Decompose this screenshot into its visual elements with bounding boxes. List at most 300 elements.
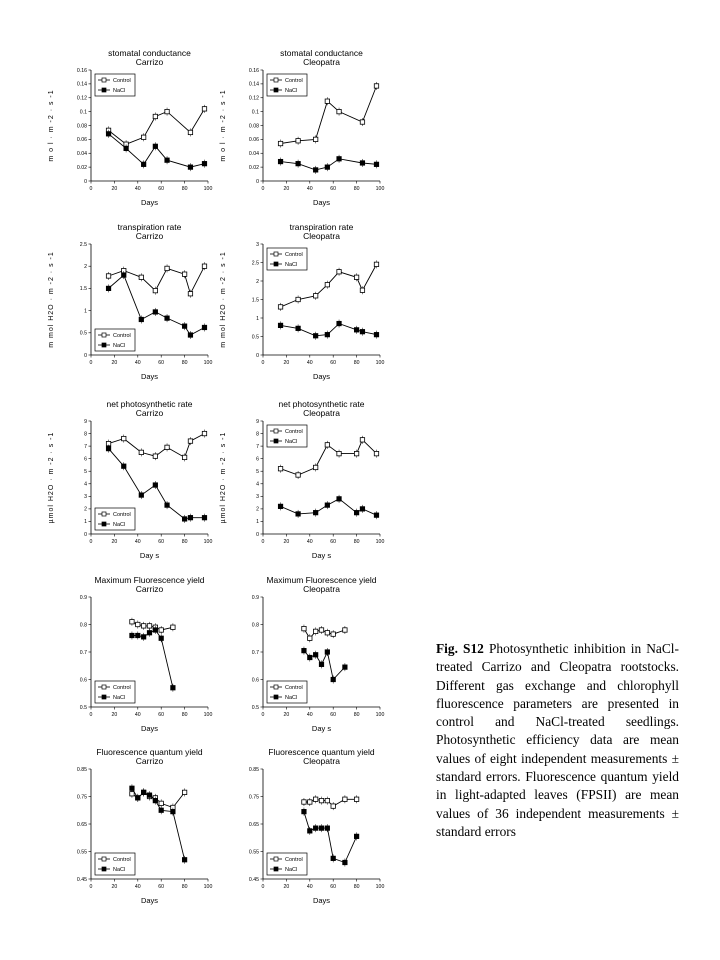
y-tick-label: 2.5: [251, 260, 259, 267]
y-tick-label: 0: [84, 531, 87, 538]
data-point-control: [182, 272, 186, 276]
legend-label: Control: [285, 252, 303, 258]
y-tick-label: 0: [84, 178, 87, 185]
figure-caption: [436, 640, 679, 841]
y-tick-label: 0.9: [79, 594, 87, 601]
data-point-nacl: [130, 786, 134, 790]
legend-swatch-marker: [102, 522, 106, 526]
legend-label: NaCl: [285, 867, 298, 873]
y-tick-label: 5: [84, 469, 87, 476]
data-point-nacl: [374, 162, 378, 166]
y-tick-label: 2: [256, 506, 259, 513]
y-tick-label: 0.5: [251, 704, 259, 711]
y-tick-label: 0.6: [251, 677, 259, 684]
data-point-nacl: [182, 858, 186, 862]
legend-swatch-marker: [102, 78, 106, 82]
data-point-nacl: [360, 507, 364, 511]
data-point-nacl: [331, 677, 335, 681]
x-tick-label: 60: [158, 539, 165, 545]
chart-3: [48, 222, 212, 381]
data-point-control: [354, 275, 358, 279]
chart-subtitle: Carrizo: [135, 231, 164, 241]
chart-subtitle: Carrizo: [135, 408, 164, 418]
series-line-nacl: [109, 275, 205, 335]
y-tick-label: 0.04: [76, 151, 87, 158]
data-point-nacl: [374, 332, 378, 336]
x-tick-label: 100: [375, 539, 385, 545]
legend-swatch-marker: [274, 78, 278, 82]
data-point-nacl: [374, 513, 378, 517]
y-tick-label: 5: [256, 469, 259, 476]
y-tick-label: 0.75: [248, 794, 259, 801]
data-point-nacl: [139, 317, 143, 321]
chart-title: transpiration rate: [289, 222, 354, 232]
data-point-control: [165, 109, 169, 113]
y-tick-label: 7: [256, 443, 259, 450]
data-point-control: [374, 84, 378, 88]
x-tick-label: 40: [134, 884, 141, 890]
legend-label: Control: [113, 857, 131, 863]
legend-swatch-marker: [274, 252, 278, 256]
data-point-control: [360, 120, 364, 124]
y-tick-label: 0.12: [248, 95, 259, 102]
chart-subtitle: Cleopatra: [303, 408, 340, 418]
data-point-nacl: [153, 144, 157, 148]
x-tick-label: 20: [111, 884, 118, 890]
data-point-nacl: [278, 504, 282, 508]
x-tick-label: 80: [353, 360, 360, 366]
data-point-control: [296, 297, 300, 301]
y-tick-label: 0: [256, 531, 259, 538]
x-tick-label: 100: [203, 360, 213, 366]
data-point-nacl: [122, 464, 126, 468]
y-tick-label: 0.45: [248, 876, 259, 883]
data-point-nacl: [331, 856, 335, 860]
data-point-nacl: [202, 325, 206, 329]
chart-title: Fluorescence quantum yield: [268, 747, 375, 757]
y-tick-label: 1: [256, 315, 259, 322]
data-point-nacl: [325, 332, 329, 336]
data-point-nacl: [188, 515, 192, 519]
chart-9: [77, 747, 213, 905]
x-tick-label: 40: [134, 712, 141, 718]
x-tick-label: 0: [89, 712, 93, 718]
chart-subtitle: Cleopatra: [303, 756, 340, 766]
y-axis-label: m o l · m -2 · s -1: [48, 89, 55, 162]
legend-swatch-marker: [274, 695, 278, 699]
data-point-nacl: [354, 328, 358, 332]
x-tick-label: 60: [158, 360, 165, 366]
legend-swatch-marker: [274, 857, 278, 861]
y-tick-label: 2: [84, 506, 87, 513]
data-point-control: [165, 266, 169, 270]
data-point-nacl: [302, 809, 306, 813]
data-point-nacl: [302, 648, 306, 652]
data-point-control: [325, 443, 329, 447]
y-tick-label: 0.08: [76, 123, 87, 130]
legend-swatch-marker: [274, 685, 278, 689]
legend-swatch-marker: [102, 333, 106, 337]
data-point-nacl: [354, 834, 358, 838]
y-tick-label: 0.8: [251, 622, 259, 629]
x-tick-label: 20: [111, 360, 118, 366]
data-point-control: [296, 473, 300, 477]
y-tick-label: 4: [256, 481, 259, 488]
chart-title: net photosynthetic rate: [278, 399, 365, 409]
x-tick-label: 40: [306, 712, 313, 718]
data-point-control: [337, 451, 341, 455]
y-tick-label: 0.6: [79, 677, 87, 684]
data-point-control: [302, 800, 306, 804]
legend-label: Control: [113, 333, 131, 339]
y-tick-label: 0: [256, 178, 259, 185]
y-tick-label: 0.1: [79, 109, 87, 116]
x-tick-label: 80: [181, 360, 188, 366]
data-point-nacl: [319, 826, 323, 830]
x-tick-label: 20: [111, 712, 118, 718]
data-point-nacl: [278, 159, 282, 163]
x-tick-label: 20: [283, 712, 290, 718]
x-tick-label: 0: [261, 186, 265, 192]
data-point-control: [159, 801, 163, 805]
x-tick-label: 100: [375, 186, 385, 192]
data-point-nacl: [313, 653, 317, 657]
x-axis-label: Days: [140, 198, 159, 207]
data-point-control: [141, 135, 145, 139]
data-point-control: [153, 288, 157, 292]
legend-swatch-marker: [102, 857, 106, 861]
legend-swatch-marker: [102, 88, 106, 92]
data-point-control: [122, 436, 126, 440]
x-tick-label: 0: [89, 884, 93, 890]
data-point-nacl: [360, 329, 364, 333]
chart-title: Maximum Fluorescence yield: [266, 575, 377, 585]
chart-subtitle: Carrizo: [135, 57, 164, 67]
legend-label: NaCl: [113, 522, 126, 528]
data-point-control: [319, 628, 323, 632]
y-tick-label: 0.65: [76, 821, 87, 828]
y-tick-label: 3: [84, 494, 87, 501]
y-tick-label: 0.55: [248, 849, 259, 856]
y-tick-label: 0.5: [79, 704, 87, 711]
data-point-nacl: [343, 860, 347, 864]
y-tick-label: 2.5: [79, 241, 87, 248]
data-point-control: [141, 624, 145, 628]
data-point-control: [202, 107, 206, 111]
y-tick-label: 1.5: [79, 286, 87, 293]
x-tick-label: 80: [353, 884, 360, 890]
x-tick-label: 80: [181, 884, 188, 890]
legend-label: NaCl: [285, 262, 298, 268]
data-point-control: [130, 620, 134, 624]
x-tick-label: 100: [203, 712, 213, 718]
legend-swatch-marker: [102, 867, 106, 871]
chart-2: [220, 48, 384, 207]
data-point-nacl: [325, 165, 329, 169]
chart-title: Fluorescence quantum yield: [96, 747, 203, 757]
x-axis-label: Days: [312, 372, 331, 381]
legend-label: Control: [285, 857, 303, 863]
data-point-nacl: [122, 273, 126, 277]
y-tick-label: 0.02: [248, 164, 259, 171]
legend-label: NaCl: [113, 867, 126, 873]
data-point-control: [139, 450, 143, 454]
legend-swatch-marker: [274, 867, 278, 871]
data-point-nacl: [141, 162, 145, 166]
data-point-nacl: [188, 165, 192, 169]
y-tick-label: 0.55: [76, 849, 87, 856]
x-tick-label: 20: [283, 360, 290, 366]
chart-subtitle: Carrizo: [135, 756, 164, 766]
y-tick-label: 1: [84, 308, 87, 315]
data-point-nacl: [136, 633, 140, 637]
y-tick-label: 1: [256, 519, 259, 526]
y-tick-label: 7: [84, 443, 87, 450]
data-point-nacl: [313, 334, 317, 338]
data-point-control: [188, 292, 192, 296]
data-point-control: [147, 624, 151, 628]
data-point-nacl: [296, 161, 300, 165]
data-point-control: [343, 628, 347, 632]
x-tick-label: 0: [89, 186, 93, 192]
x-tick-label: 60: [330, 539, 337, 545]
x-tick-label: 60: [330, 360, 337, 366]
legend-swatch-marker: [274, 262, 278, 266]
chart-4: [220, 222, 384, 381]
legend-label: NaCl: [285, 439, 298, 445]
data-point-nacl: [165, 158, 169, 162]
x-tick-label: 60: [158, 884, 165, 890]
x-tick-label: 20: [111, 186, 118, 192]
data-point-control: [313, 294, 317, 298]
x-tick-label: 40: [306, 539, 313, 545]
y-axis-label: µmol H2O · m -2 · s -1: [220, 431, 227, 524]
x-tick-label: 20: [283, 186, 290, 192]
x-axis-label: Day s: [139, 551, 160, 560]
data-point-control: [337, 109, 341, 113]
y-tick-label: 3: [256, 494, 259, 501]
data-point-nacl: [130, 633, 134, 637]
x-tick-label: 80: [181, 539, 188, 545]
y-tick-label: 0.06: [76, 137, 87, 144]
caption-text: Photosynthetic inhibition in NaCl-treated Carrizo and Cleopatra rootstocks. Different gas exchange and chlorophyll fluorescence parameters are presented in control and NaCl-treated seedlings. Photosynthetic efficiency data are mean values of eight independent measurements ± standard errors. Fluorescence quantum yield in light-adapted leaves (FPSII) are mean values of 36 independent measurements ± standard errors: [436, 641, 679, 839]
data-point-nacl: [106, 132, 110, 136]
y-axis-label: m mol H2O · m -2 · s -1: [220, 251, 227, 348]
x-axis-label: Days: [312, 198, 331, 207]
series-line-nacl: [109, 134, 205, 167]
x-tick-label: 40: [134, 360, 141, 366]
y-tick-label: 0.75: [76, 794, 87, 801]
y-axis-label: µmol H2O · m -2 · s -1: [48, 431, 55, 524]
x-tick-label: 0: [261, 884, 265, 890]
chart-subtitle: Cleopatra: [303, 584, 340, 594]
x-tick-label: 40: [134, 186, 141, 192]
x-axis-label: Days: [312, 896, 331, 905]
data-point-control: [313, 465, 317, 469]
y-tick-label: 1.5: [251, 297, 259, 304]
chart-title: net photosynthetic rate: [106, 399, 193, 409]
y-tick-label: 0.45: [76, 876, 87, 883]
legend-swatch-marker: [274, 439, 278, 443]
data-point-nacl: [354, 510, 358, 514]
data-point-control: [153, 114, 157, 118]
data-point-control: [319, 798, 323, 802]
y-tick-label: 2: [84, 264, 87, 270]
data-point-nacl: [159, 636, 163, 640]
data-point-nacl: [308, 829, 312, 833]
chart-6: [220, 399, 384, 560]
series-line-nacl: [304, 812, 357, 863]
x-tick-label: 60: [158, 186, 165, 192]
y-tick-label: 0.08: [248, 123, 259, 130]
y-tick-label: 8: [84, 431, 87, 438]
data-point-nacl: [296, 512, 300, 516]
chart-subtitle: Cleopatra: [303, 231, 340, 241]
y-tick-label: 2: [256, 278, 259, 285]
x-tick-label: 60: [158, 712, 165, 718]
legend-label: NaCl: [113, 343, 126, 349]
x-axis-label: Day s: [311, 551, 332, 560]
data-point-control: [337, 270, 341, 274]
y-tick-label: 0.04: [248, 151, 259, 158]
legend-label: Control: [285, 685, 303, 691]
chart-title: transpiration rate: [117, 222, 182, 232]
y-tick-label: 0.7: [79, 649, 87, 656]
data-point-control: [308, 636, 312, 640]
y-tick-label: 0.9: [251, 594, 259, 601]
data-point-nacl: [360, 161, 364, 165]
data-point-nacl: [182, 324, 186, 328]
data-point-control: [325, 283, 329, 287]
data-point-nacl: [188, 333, 192, 337]
y-tick-label: 0: [84, 352, 87, 359]
x-tick-label: 40: [306, 360, 313, 366]
data-point-nacl: [139, 493, 143, 497]
y-tick-label: 0.16: [248, 67, 259, 74]
y-tick-label: 9: [256, 418, 259, 425]
data-point-nacl: [337, 157, 341, 161]
x-tick-label: 80: [353, 186, 360, 192]
x-tick-label: 40: [306, 884, 313, 890]
x-tick-label: 0: [261, 539, 265, 545]
x-tick-label: 0: [261, 360, 265, 366]
data-point-nacl: [278, 323, 282, 327]
y-tick-label: 0.65: [248, 821, 259, 828]
chart-subtitle: Cleopatra: [303, 57, 340, 67]
chart-title: Maximum Fluorescence yield: [94, 575, 205, 585]
data-point-control: [374, 451, 378, 455]
x-tick-label: 60: [330, 884, 337, 890]
y-tick-label: 4: [84, 481, 87, 488]
y-tick-label: 0.14: [76, 81, 87, 88]
x-axis-label: Days: [140, 896, 159, 905]
x-tick-label: 100: [375, 884, 385, 890]
data-point-control: [354, 451, 358, 455]
data-point-control: [331, 804, 335, 808]
data-point-control: [202, 264, 206, 268]
y-tick-label: 6: [84, 456, 87, 463]
data-point-nacl: [308, 655, 312, 659]
data-point-control: [302, 626, 306, 630]
data-point-control: [165, 445, 169, 449]
data-point-nacl: [319, 662, 323, 666]
caption-label: Fig. S12: [436, 641, 484, 656]
data-point-nacl: [171, 809, 175, 813]
y-tick-label: 1: [84, 519, 87, 526]
data-point-nacl: [337, 497, 341, 501]
chart-5: [48, 399, 212, 560]
legend-label: Control: [113, 512, 131, 518]
x-tick-label: 0: [261, 712, 265, 718]
x-tick-label: 40: [306, 186, 313, 192]
x-tick-label: 100: [203, 186, 213, 192]
data-point-nacl: [343, 665, 347, 669]
chart-1: [48, 48, 212, 207]
legend-label: Control: [285, 429, 303, 435]
data-point-control: [202, 431, 206, 435]
data-point-nacl: [153, 628, 157, 632]
data-point-nacl: [106, 286, 110, 290]
x-tick-label: 80: [181, 712, 188, 718]
data-point-nacl: [313, 826, 317, 830]
x-tick-label: 60: [330, 186, 337, 192]
chart-subtitle: Carrizo: [135, 584, 164, 594]
chart-8: [252, 575, 385, 733]
data-point-control: [136, 622, 140, 626]
legend-swatch-marker: [102, 695, 106, 699]
legend-swatch-marker: [102, 685, 106, 689]
data-point-control: [374, 262, 378, 266]
data-point-nacl: [202, 161, 206, 165]
y-tick-label: 0.12: [76, 95, 87, 102]
x-tick-label: 40: [134, 539, 141, 545]
data-point-nacl: [153, 483, 157, 487]
data-point-control: [188, 439, 192, 443]
chart-10: [249, 747, 385, 905]
data-point-control: [278, 305, 282, 309]
legend-label: NaCl: [113, 88, 126, 94]
data-point-control: [360, 288, 364, 292]
data-point-nacl: [141, 635, 145, 639]
data-point-nacl: [147, 793, 151, 797]
data-point-nacl: [325, 650, 329, 654]
data-point-nacl: [153, 310, 157, 314]
data-point-control: [360, 438, 364, 442]
y-tick-label: 3: [256, 241, 259, 248]
y-tick-label: 0.5: [79, 330, 87, 337]
y-axis-label: m mol H2O · m -2 · s -1: [48, 251, 55, 348]
y-tick-label: 0.7: [251, 649, 259, 656]
legend-swatch-marker: [102, 343, 106, 347]
legend-label: Control: [113, 78, 131, 84]
chart-title: stomatal conductance: [108, 48, 191, 58]
data-point-nacl: [313, 168, 317, 172]
data-point-control: [343, 797, 347, 801]
y-tick-label: 0.16: [76, 67, 87, 74]
data-point-control: [308, 800, 312, 804]
y-tick-label: 8: [256, 431, 259, 438]
data-point-nacl: [124, 146, 128, 150]
data-point-control: [159, 628, 163, 632]
data-point-nacl: [313, 510, 317, 514]
legend-swatch-marker: [274, 88, 278, 92]
data-point-nacl: [141, 790, 145, 794]
x-axis-label: Days: [140, 372, 159, 381]
data-point-control: [188, 130, 192, 134]
x-tick-label: 0: [89, 360, 93, 366]
data-point-control: [296, 139, 300, 143]
data-point-nacl: [106, 446, 110, 450]
